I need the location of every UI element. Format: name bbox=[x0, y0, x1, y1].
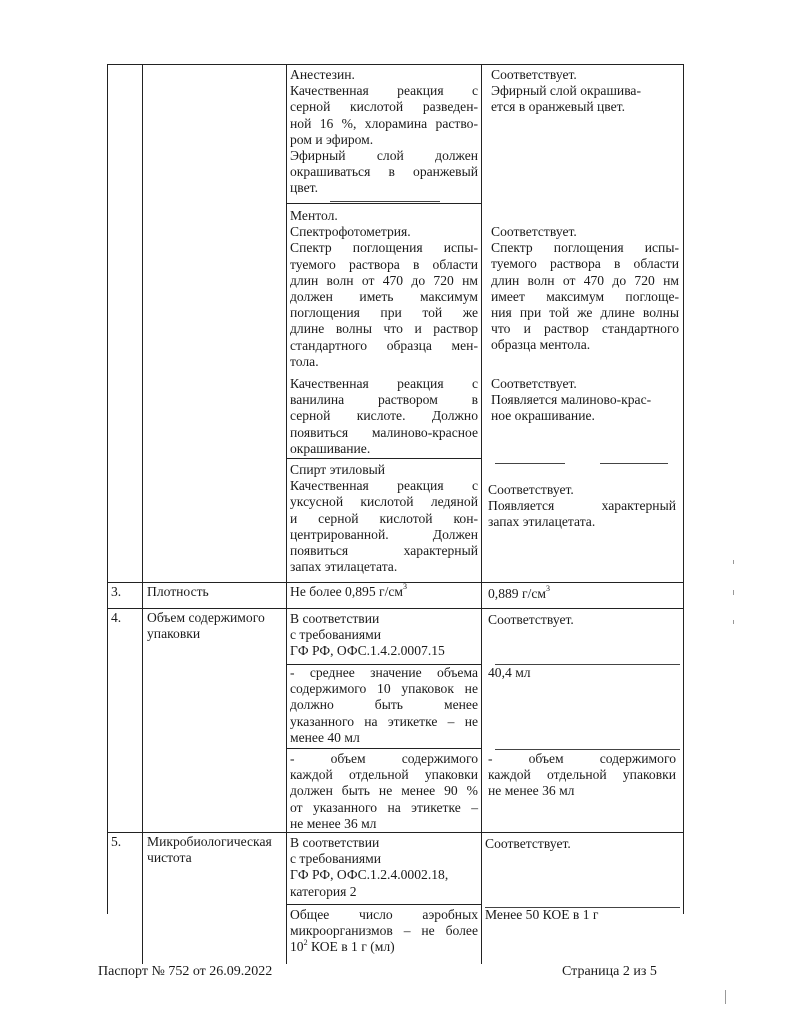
result-mentol: Соответствует. Спектр поглощения испы- туемого раствора в области длин волн от 470 до 720 нм имеет максимум поглоще- ния при той же длине волны что и раствор стандартного образца ментола. bbox=[491, 224, 679, 353]
result-microbiology-aerobes: Менее 50 КОЕ в 1 г bbox=[485, 907, 599, 922]
subrow-line bbox=[286, 904, 481, 905]
table-col-divider-1 bbox=[142, 64, 143, 964]
spec-microbiology-reference: В соответствии с требованиями ГФ РФ, ОФС.1.2.4.0002.18, категория 2 bbox=[290, 835, 449, 899]
passport-number: Паспорт № 752 от 26.09.2022 bbox=[98, 964, 273, 979]
spec-anestezin: Анестезин. Качественная реакция с серной кислотой разведен- ной 16 %, хлорамина раство- ром и эфиром. Эфирный слой должен окрашиваться в оранжевый цвет. bbox=[290, 67, 478, 196]
result-mentol-vanillin: Соответствует. Появляется малиново-крас- ное окрашивание. bbox=[491, 376, 652, 424]
row-line-top bbox=[107, 64, 683, 65]
result-spirt: Соответствует. Появляется характерный запах этилацетата. bbox=[488, 482, 676, 530]
row-number: 3. bbox=[111, 584, 122, 599]
scan-edge-mark bbox=[733, 620, 734, 624]
table-col-divider-2 bbox=[286, 64, 287, 964]
subrow-line bbox=[286, 203, 481, 204]
row-number: 5. bbox=[111, 834, 122, 849]
result-separator bbox=[330, 201, 440, 202]
spec-spirt: Спирт этиловый Качественная реакция с уксусной кислотой ледяной и серной кислотой кон- центрированной. Должен появиться характерный запах этилацетата. bbox=[290, 462, 478, 575]
indicator-microbiology: Микробиологическая чистота bbox=[147, 834, 272, 866]
result-separator bbox=[495, 463, 565, 464]
result-volume-each: - объем содержимого каждой отдельной упаковки не менее 36 мл bbox=[488, 751, 676, 799]
result-microbiology-reference: Соответствует. bbox=[485, 836, 571, 851]
spec-microbiology-aerobes: Общее число аэробных микроорганизмов – не более $10^2$ КОЕ в 1 г (мл) bbox=[290, 907, 478, 955]
table-col-divider-3 bbox=[481, 64, 482, 964]
indicator-volume: Объем содержимого упаковки bbox=[147, 610, 265, 642]
result-volume-average: 40,4 мл bbox=[488, 665, 531, 680]
result-separator bbox=[600, 463, 668, 464]
row-line-5-top bbox=[107, 832, 683, 833]
table-border-left bbox=[107, 64, 108, 914]
page-number: Страница 2 из 5 bbox=[562, 964, 657, 979]
row-number: 4. bbox=[111, 610, 122, 625]
result-volume-reference: Соответствует. bbox=[488, 612, 574, 627]
spec-density: Не более 0,895 $г/см^3$ bbox=[290, 582, 408, 599]
row-line-3-top bbox=[107, 582, 683, 583]
subrow-line bbox=[286, 458, 481, 459]
scan-edge-mark bbox=[733, 560, 734, 564]
spec-volume-average: - среднее значение объема содержимого 10 упаковок не должно быть менее указанного на этикетке – не менее 40 мл bbox=[290, 665, 478, 745]
indicator-density: Плотность bbox=[147, 584, 209, 599]
spec-volume-each: - объем содержимого каждой отдельной упаковки должен быть не менее 90 % от указанного на этикетке – не менее 36 мл bbox=[290, 751, 478, 831]
result-anestezin: Соответствует. Эфирный слой окрашива- ется в оранжевый цвет. bbox=[491, 67, 641, 115]
table-border-right bbox=[683, 64, 684, 914]
result-separator bbox=[495, 749, 680, 750]
spec-volume-reference: В соответствии с требованиями ГФ РФ, ОФС.1.4.2.0007.15 bbox=[290, 611, 445, 659]
row-line-4-top bbox=[107, 608, 683, 609]
scan-edge-mark bbox=[725, 990, 726, 1004]
spec-mentol-vanillin: Качественная реакция с ванилина раствором в серной кислоте. Должно появиться малиново-красное окрашивание. bbox=[290, 376, 478, 456]
subrow-line bbox=[286, 748, 481, 749]
scan-edge-mark bbox=[733, 590, 734, 595]
result-density: 0,889 $г/см^3$ bbox=[488, 584, 550, 601]
spec-mentol: Ментол. Спектрофотометрия. Спектр поглощения испы- туемого раствора в области длин волн от 470 до 720 нм должен иметь максимум поглощения при той же длине волны что и раствор стандартного образца мен- тола. bbox=[290, 208, 478, 369]
